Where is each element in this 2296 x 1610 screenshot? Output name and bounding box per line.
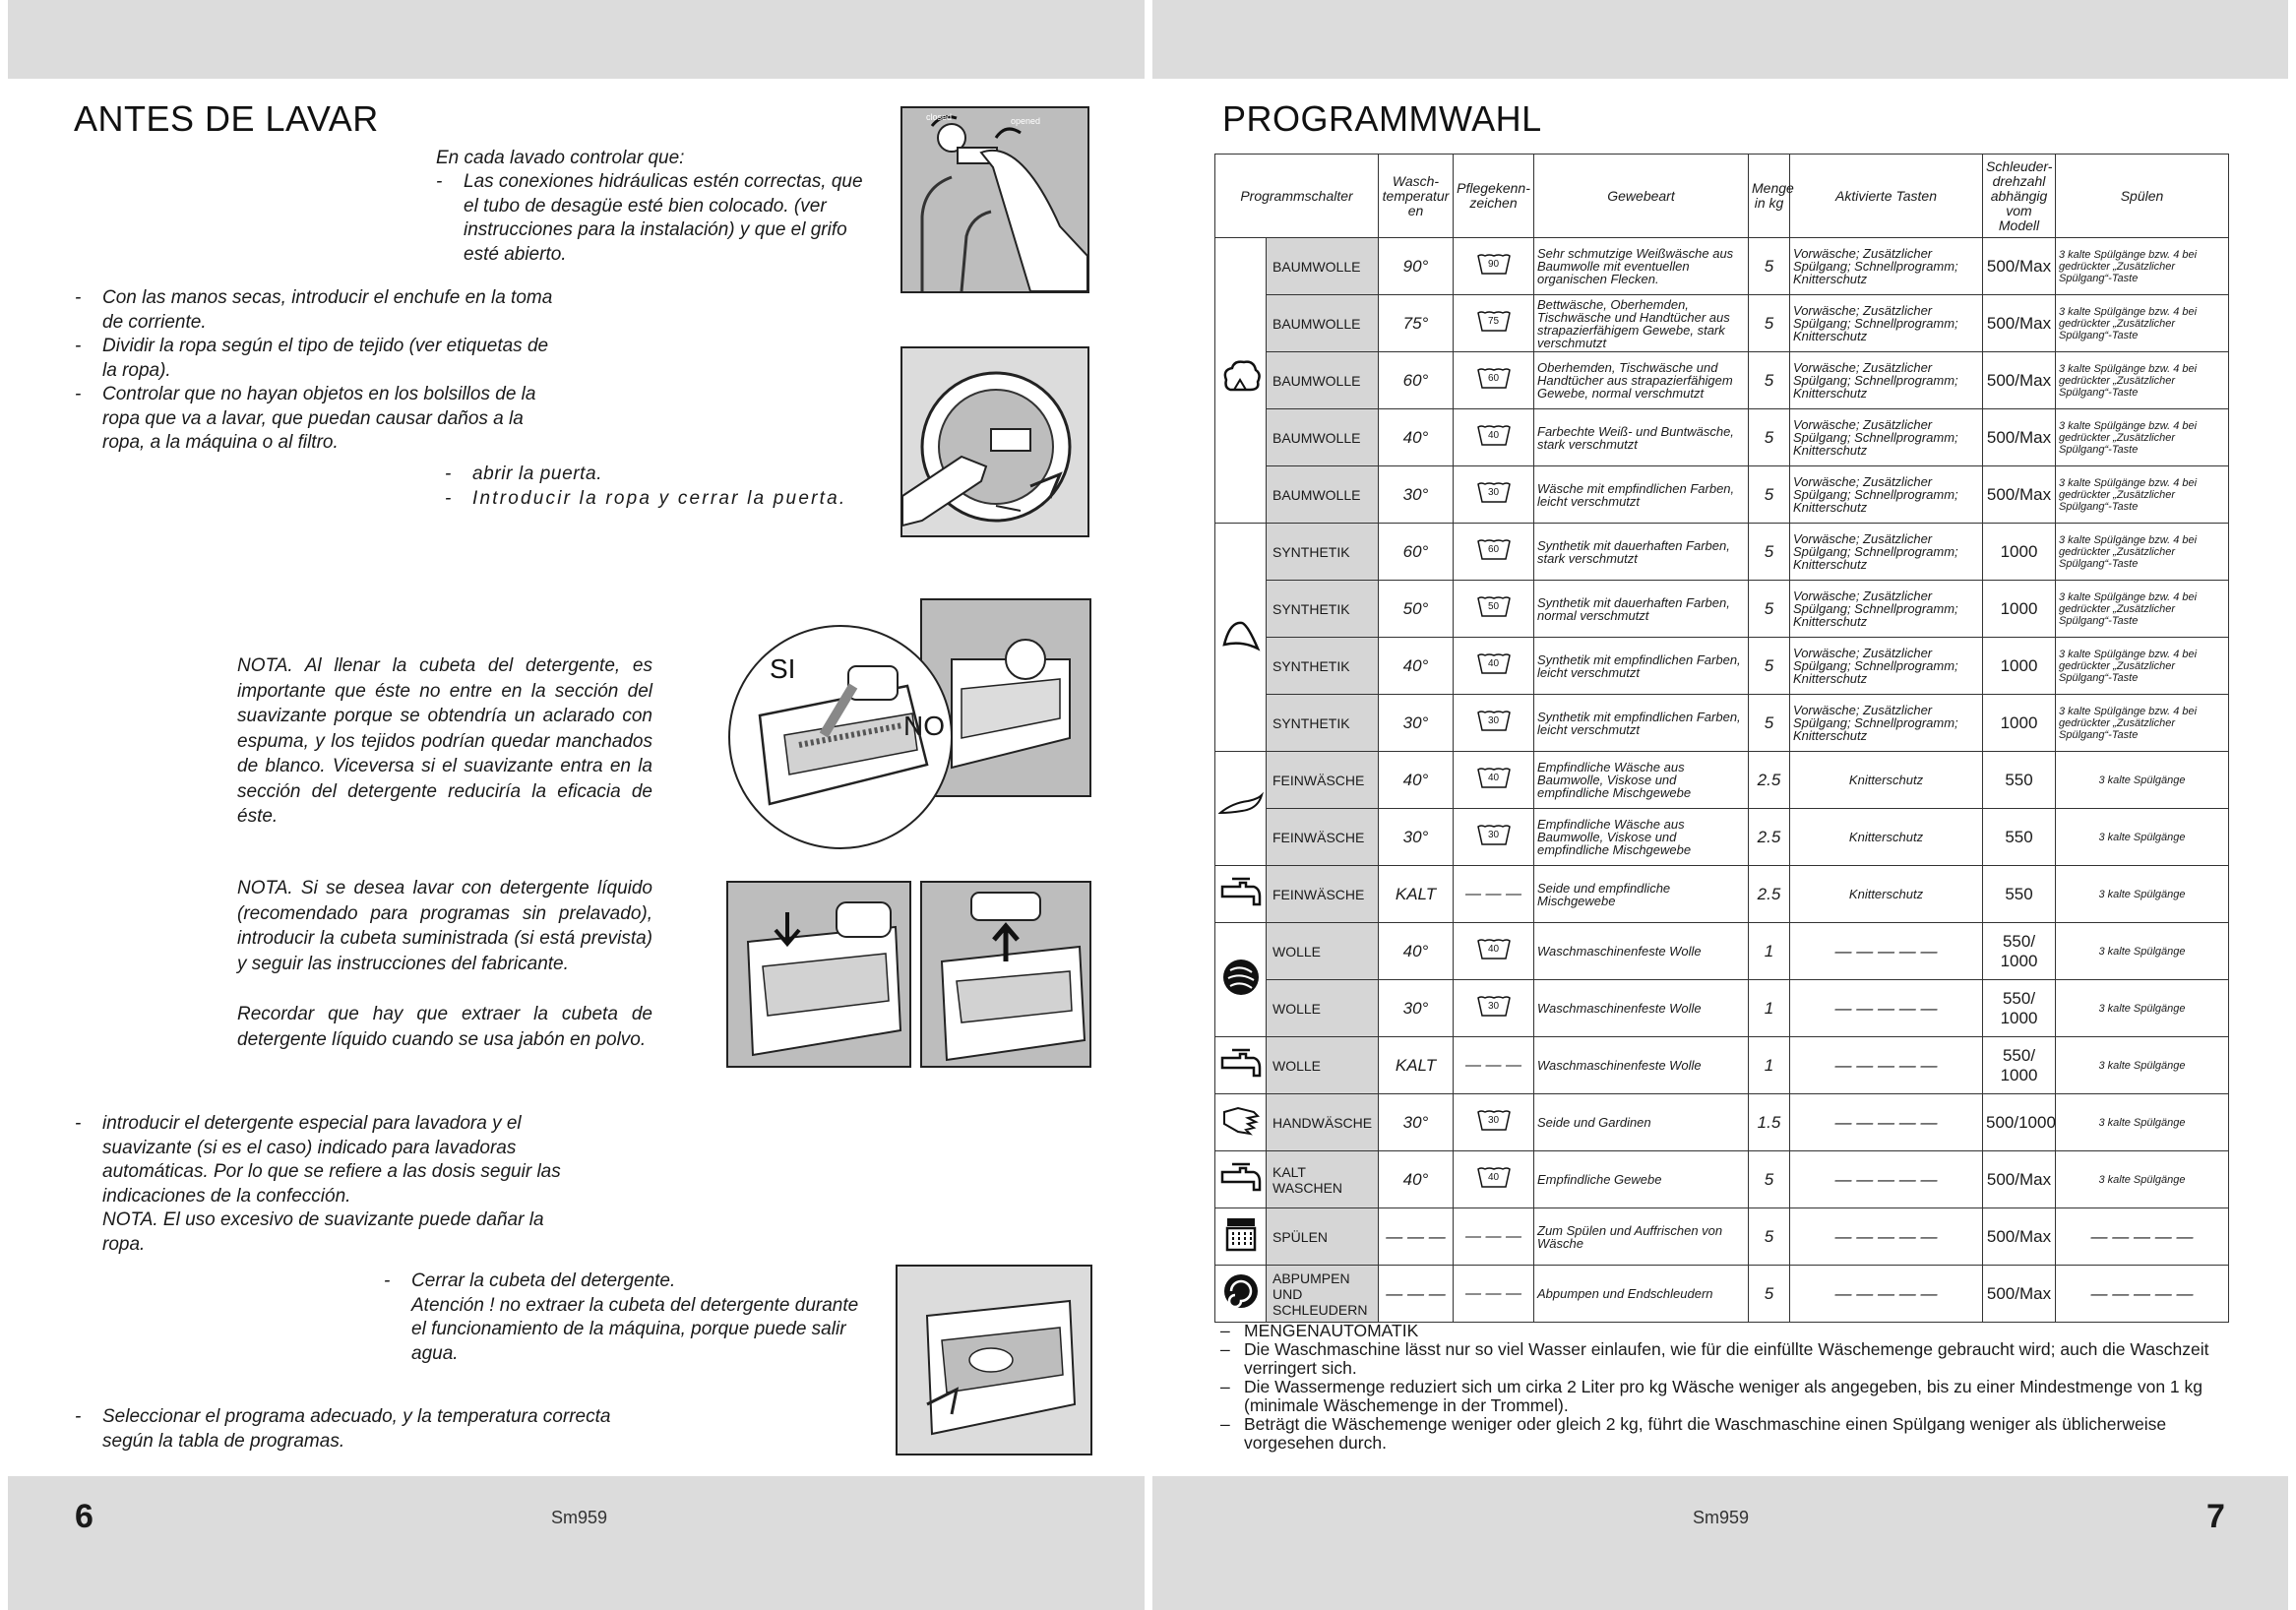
right-page-title: PROGRAMMWAHL bbox=[1222, 98, 1542, 139]
load-kg: 1 bbox=[1749, 1037, 1790, 1094]
load-kg: 5 bbox=[1749, 524, 1790, 581]
care-symbol bbox=[1454, 695, 1534, 752]
program-group bbox=[1215, 752, 1267, 866]
nota-liquid: NOTA. Si se desea lavar con detergente líquido (recomendado para programas sin prelavado), introducir la cubeta suministrada (si está prevista) y seguir las instrucciones del fabricante. bbox=[237, 878, 652, 974]
spin-speed: 500/Max bbox=[1983, 295, 2056, 352]
wash-temp: 30° bbox=[1379, 1094, 1454, 1151]
header-spin: Schleuder-drehzahl abhängig vom Modell bbox=[1983, 155, 2056, 238]
care-wash-icon bbox=[1477, 424, 1511, 446]
rinse-info: 3 kalte Spülgänge bzw. 4 bei gedrückter „Zusätzlicher Spülgang“-Taste bbox=[2056, 238, 2229, 295]
program-group bbox=[1215, 923, 1267, 1037]
wash-temp: 30° bbox=[1379, 466, 1454, 524]
care-symbol-empty: — — — bbox=[1454, 1208, 1534, 1266]
care-wash-icon bbox=[1477, 652, 1511, 674]
active-options: Vorwäsche; Zusätzlicher Spülgang; Schnellprogramm; Knitterschutz bbox=[1790, 352, 1983, 409]
rinse-info: 3 kalte Spülgänge bzw. 4 bei gedrückter „Zusätzlicher Spülgang“-Taste bbox=[2056, 466, 2229, 524]
load-kg: 5 bbox=[1749, 238, 1790, 295]
note-item: – Die Wassermenge reduziert sich um cirka 2 Liter pro kg Wäsche weniger als angegeben, bis zu einer Mindestmenge von 1 kg (minimale Wäschemenge in der Trommel). bbox=[1220, 1378, 2234, 1415]
table-row bbox=[1215, 352, 2229, 409]
fabric-type: Empfindliche Wäsche aus Baumwolle, Viskose und empfindliche Mischgewebe bbox=[1534, 809, 1749, 866]
care-symbol bbox=[1454, 524, 1534, 581]
care-symbol bbox=[1454, 409, 1534, 466]
table-row bbox=[1215, 524, 2229, 581]
intro-text: En cada lavado controlar que: bbox=[436, 148, 685, 168]
handwash-icon bbox=[1220, 1125, 1262, 1142]
care-temp: 50 bbox=[1487, 601, 1500, 612]
spin-speed: 1000 bbox=[1983, 524, 2056, 581]
care-temp: 30 bbox=[1487, 715, 1500, 726]
rinse-info: 3 kalte Spülgänge bbox=[2056, 866, 2229, 923]
model-right: Sm959 bbox=[1693, 1508, 1750, 1527]
no-label: NO bbox=[903, 711, 945, 741]
care-wash-icon bbox=[1477, 1166, 1511, 1188]
active-options-empty: — — — — — bbox=[1790, 1151, 1983, 1208]
program-name: WOLLE bbox=[1267, 980, 1379, 1037]
care-symbol bbox=[1454, 809, 1534, 866]
si-label: SI bbox=[770, 653, 796, 684]
program-table bbox=[1214, 154, 2229, 1323]
rinse-info: 3 kalte Spülgänge bzw. 4 bei gedrückter „Zusätzlicher Spülgang“-Taste bbox=[2056, 524, 2229, 581]
program-name: FEINWÄSCHE bbox=[1267, 752, 1379, 809]
wash-temp: 40° bbox=[1379, 638, 1454, 695]
care-temp: 30 bbox=[1487, 487, 1500, 498]
care-temp: 30 bbox=[1487, 1115, 1500, 1126]
program-name: WOLLE bbox=[1267, 923, 1379, 980]
rinse-info: 3 kalte Spülgänge bbox=[2056, 752, 2229, 809]
program-name: BAUMWOLLE bbox=[1267, 409, 1379, 466]
door-item: - Introducir la ropa y cerrar la puerta. bbox=[445, 487, 888, 512]
program-name: BAUMWOLLE bbox=[1267, 352, 1379, 409]
care-symbol bbox=[1454, 980, 1534, 1037]
care-temp: 40 bbox=[1487, 944, 1500, 955]
spin-speed: 500/Max bbox=[1983, 409, 2056, 466]
load-kg: 5 bbox=[1749, 1208, 1790, 1266]
care-symbol bbox=[1454, 1094, 1534, 1151]
spin-speed: 500/Max bbox=[1983, 238, 2056, 295]
liquid-insert-drawing bbox=[728, 883, 909, 1066]
program-name: BAUMWOLLE bbox=[1267, 238, 1379, 295]
spin-speed: 1000 bbox=[1983, 695, 2056, 752]
table-row bbox=[1215, 866, 2229, 923]
door-item: - abrir la puerta. bbox=[445, 463, 888, 487]
delicate-icon bbox=[1218, 808, 1264, 825]
rinse-info: 3 kalte Spülgänge bbox=[2056, 1037, 2229, 1094]
program-name: WOLLE bbox=[1267, 1037, 1379, 1094]
opened-label: opened bbox=[1011, 116, 1041, 126]
spin-speed: 500/Max bbox=[1983, 352, 2056, 409]
wash-temp: 75° bbox=[1379, 295, 1454, 352]
care-wash-icon bbox=[1477, 310, 1511, 332]
load-kg: 2.5 bbox=[1749, 866, 1790, 923]
table-row bbox=[1215, 466, 2229, 524]
care-temp: 40 bbox=[1487, 773, 1500, 783]
fabric-type: Wäsche mit empfindlichen Farben, leicht verschmutzt bbox=[1534, 466, 1749, 524]
table-row bbox=[1215, 238, 2229, 295]
program-group bbox=[1215, 1266, 1267, 1323]
rinse-info: 3 kalte Spülgänge bzw. 4 bei gedrückter „Zusätzlicher Spülgang“-Taste bbox=[2056, 695, 2229, 752]
care-symbol-empty: — — — bbox=[1454, 1266, 1534, 1323]
care-temp: 30 bbox=[1487, 830, 1500, 840]
fabric-type: Sehr schmutzige Weißwäsche aus Baumwolle mit eventuellen organischen Flecken. bbox=[1534, 238, 1749, 295]
spin-speed: 500/1000 bbox=[1983, 1094, 2056, 1151]
care-wash-icon bbox=[1477, 253, 1511, 275]
load-kg: 5 bbox=[1749, 466, 1790, 524]
wash-temp: 30° bbox=[1379, 809, 1454, 866]
active-options-empty: — — — — — bbox=[1790, 1208, 1983, 1266]
active-options: Vorwäsche; Zusätzlicher Spülgang; Schnellprogramm; Knitterschutz bbox=[1790, 409, 1983, 466]
fabric-type: Waschmaschinenfeste Wolle bbox=[1534, 980, 1749, 1037]
program-name: SYNTHETIK bbox=[1267, 638, 1379, 695]
care-temp: 30 bbox=[1487, 1001, 1500, 1012]
program-name: FEINWÄSCHE bbox=[1267, 809, 1379, 866]
rinse-info-empty: — — — — — bbox=[2056, 1208, 2229, 1266]
active-options-empty: — — — — — bbox=[1790, 980, 1983, 1037]
rinse-info: 3 kalte Spülgänge bzw. 4 bei gedrückter „Zusätzlicher Spülgang“-Taste bbox=[2056, 409, 2229, 466]
active-options: Vorwäsche; Zusätzlicher Spülgang; Schnellprogramm; Knitterschutz bbox=[1790, 638, 1983, 695]
active-options-empty: — — — — — bbox=[1790, 1094, 1983, 1151]
prep-item: - Con las manos secas, introducir el enchufe en la toma de corriente. bbox=[75, 286, 563, 335]
table-row bbox=[1215, 638, 2229, 695]
fabric-type: Abpumpen und Endschleudern bbox=[1534, 1266, 1749, 1323]
cold-tap-icon bbox=[1220, 1067, 1262, 1084]
care-symbol bbox=[1454, 295, 1534, 352]
load-kg: 5 bbox=[1749, 409, 1790, 466]
care-symbol bbox=[1454, 923, 1534, 980]
active-options: Knitterschutz bbox=[1790, 809, 1983, 866]
nota-detergent: NOTA. Al llenar la cubeta del detergente, es importante que éste no entre en la sección del suavizante porque se obtendría un aclarado con espuma, y los tejidos podrían quedar manchados de blanco. Viceversa si el suavizante entra en la sección del detergente reduciría la eficacia de éste. bbox=[237, 655, 652, 827]
note-item: – Beträgt die Wäschemenge weniger oder gleich 2 kg, führt die Waschmaschine einen Spülgang weniger als üblicherweise vorgesehen durch. bbox=[1220, 1415, 2234, 1453]
select-item: - Seleccionar el programa adecuado, y la temperatura correcta según la tabla de programas. bbox=[75, 1405, 665, 1454]
program-name: SYNTHETIK bbox=[1267, 524, 1379, 581]
wash-temp: 30° bbox=[1379, 980, 1454, 1037]
care-temp: 60 bbox=[1487, 373, 1500, 384]
wash-temp: 40° bbox=[1379, 752, 1454, 809]
wash-temp: 30° bbox=[1379, 695, 1454, 752]
program-name: KALT WASCHEN bbox=[1267, 1151, 1379, 1208]
spin-speed: 500/Max bbox=[1983, 466, 2056, 524]
active-options: Vorwäsche; Zusätzlicher Spülgang; Schnellprogramm; Knitterschutz bbox=[1790, 581, 1983, 638]
intro-item: - Las conexiones hidráulicas estén correctas, que el tubo de desagüe esté bien colocado. (ver instrucciones para la instalación) y que el grifo esté abierto. bbox=[436, 170, 869, 267]
table-row bbox=[1215, 980, 2229, 1037]
load-kg: 1 bbox=[1749, 923, 1790, 980]
fabric-type: Farbechte Weiß- und Buntwäsche, stark verschmutzt bbox=[1534, 409, 1749, 466]
active-options: Vorwäsche; Zusätzlicher Spülgang; Schnellprogramm; Knitterschutz bbox=[1790, 238, 1983, 295]
rinse-info: 3 kalte Spülgänge bzw. 4 bei gedrückter „Zusätzlicher Spülgang“-Taste bbox=[2056, 638, 2229, 695]
care-temp: 40 bbox=[1487, 1172, 1500, 1183]
fabric-type: Seide und Gardinen bbox=[1534, 1094, 1749, 1151]
rinse-icon bbox=[1223, 1241, 1259, 1258]
illustration-liquid-insert bbox=[726, 881, 911, 1068]
active-options-empty: — — — — — bbox=[1790, 923, 1983, 980]
door-drawing bbox=[902, 348, 1087, 535]
spin-speed: 550/ 1000 bbox=[1983, 923, 2056, 980]
page-number-right: 7 bbox=[2206, 1498, 2225, 1535]
wool-icon bbox=[1220, 985, 1262, 1002]
header-kg: Menge in kg bbox=[1749, 155, 1790, 238]
rinse-info: 3 kalte Spülgänge bbox=[2056, 980, 2229, 1037]
table-header-row bbox=[1215, 155, 2229, 238]
notes-title-text: MENGENAUTOMATIK bbox=[1244, 1321, 1419, 1340]
care-temp: 40 bbox=[1487, 430, 1500, 441]
wash-temp-empty: — — — bbox=[1379, 1266, 1454, 1323]
load-kg: 5 bbox=[1749, 352, 1790, 409]
program-name: SPÜLEN bbox=[1267, 1208, 1379, 1266]
right-margin bbox=[2288, 0, 2296, 1610]
nota-liquid-reminder: Recordar que hay que extraer la cubeta de detergente líquido cuando se usa jabón en polvo. bbox=[237, 1004, 652, 1050]
table-row bbox=[1215, 1094, 2229, 1151]
wash-temp-empty: — — — bbox=[1379, 1208, 1454, 1266]
spin-icon bbox=[1221, 1298, 1261, 1315]
load-kg: 2.5 bbox=[1749, 752, 1790, 809]
wash-temp: 40° bbox=[1379, 409, 1454, 466]
left-page-title: ANTES DE LAVAR bbox=[74, 98, 379, 139]
detergent-text: introducir el detergente especial para lavadora y el suavizante (si es el caso) indicado para lavadoras automáticas. Por lo que se refiere a las dosis seguir las indicaciones de la confección. bbox=[102, 1113, 561, 1207]
fabric-type: Seide und empfindliche Mischgewebe bbox=[1534, 866, 1749, 923]
wash-temp: 60° bbox=[1379, 352, 1454, 409]
header-options: Aktivierte Tasten bbox=[1790, 155, 1983, 238]
header-care: Pflegekenn-zeichen bbox=[1454, 155, 1534, 238]
remove-insert-drawing bbox=[922, 883, 1089, 1066]
table-row bbox=[1215, 295, 2229, 352]
spin-speed: 1000 bbox=[1983, 581, 2056, 638]
notes-list bbox=[1220, 1340, 2234, 1453]
fabric-type: Synthetik mit dauerhaften Farben, normal verschmutzt bbox=[1534, 581, 1749, 638]
illustration-close-drawer bbox=[896, 1265, 1092, 1455]
rinse-info: 3 kalte Spülgänge bzw. 4 bei gedrückter „Zusätzlicher Spülgang“-Taste bbox=[2056, 352, 2229, 409]
close-item bbox=[384, 1269, 876, 1366]
close-text: Cerrar la cubeta del detergente. bbox=[411, 1270, 676, 1291]
program-name: HANDWÄSCHE bbox=[1267, 1094, 1379, 1151]
active-options: Vorwäsche; Zusätzlicher Spülgang; Schnellprogramm; Knitterschutz bbox=[1790, 295, 1983, 352]
care-symbol bbox=[1454, 466, 1534, 524]
fabric-type: Zum Spülen und Auffrischen von Wäsche bbox=[1534, 1208, 1749, 1266]
program-group bbox=[1215, 1208, 1267, 1266]
program-name: ABPUMPEN UND SCHLEUDERN bbox=[1267, 1266, 1379, 1323]
rinse-info: 3 kalte Spülgänge bzw. 4 bei gedrückter „Zusätzlicher Spülgang“-Taste bbox=[2056, 581, 2229, 638]
spin-speed: 500/Max bbox=[1983, 1208, 2056, 1266]
cold-tap-icon bbox=[1220, 896, 1262, 912]
care-wash-icon bbox=[1477, 710, 1511, 731]
care-symbol-empty: — — — bbox=[1454, 866, 1534, 923]
header-program: Programmschalter bbox=[1215, 155, 1379, 238]
intro-list bbox=[436, 170, 869, 267]
illustration-open-door bbox=[900, 346, 1089, 537]
care-symbol bbox=[1454, 1151, 1534, 1208]
prep-item: - Dividir la ropa según el tipo de tejido (ver etiquetas de la ropa). bbox=[75, 335, 563, 383]
care-wash-icon bbox=[1477, 1109, 1511, 1131]
table-row bbox=[1215, 809, 2229, 866]
fabric-type: Oberhemden, Tischwäsche und Handtücher aus strapazierfähigem Gewebe, normal verschmutzt bbox=[1534, 352, 1749, 409]
rinse-info: 3 kalte Spülgänge bbox=[2056, 809, 2229, 866]
tap-drawing bbox=[902, 108, 1087, 291]
program-group bbox=[1215, 524, 1267, 752]
load-kg: 2.5 bbox=[1749, 809, 1790, 866]
table-row bbox=[1215, 409, 2229, 466]
wash-temp: 50° bbox=[1379, 581, 1454, 638]
program-group bbox=[1215, 1094, 1267, 1151]
care-symbol bbox=[1454, 638, 1534, 695]
spin-speed: 500/Max bbox=[1983, 1151, 2056, 1208]
cold-tap-icon bbox=[1220, 1181, 1262, 1198]
table-row bbox=[1215, 923, 2229, 980]
fabric-type: Empfindliche Gewebe bbox=[1534, 1151, 1749, 1208]
fabric-type: Empfindliche Wäsche aus Baumwolle, Viskose und empfindliche Mischgewebe bbox=[1534, 752, 1749, 809]
wash-temp: 60° bbox=[1379, 524, 1454, 581]
care-wash-icon bbox=[1477, 995, 1511, 1017]
header-temp: Wasch-temperatur en bbox=[1379, 155, 1454, 238]
active-options: Knitterschutz bbox=[1790, 752, 1983, 809]
spin-speed: 550 bbox=[1983, 752, 2056, 809]
care-temp: 90 bbox=[1487, 259, 1500, 270]
table-row bbox=[1215, 1266, 2229, 1323]
program-name: SYNTHETIK bbox=[1267, 581, 1379, 638]
left-margin bbox=[0, 0, 8, 1610]
cotton-icon bbox=[1220, 385, 1262, 402]
fabric-type: Bettwäsche, Oberhemden, Tischwäsche und Handtücher aus strapazierfähigem Gewebe, stark verschmutzt bbox=[1534, 295, 1749, 352]
rinse-info: 3 kalte Spülgänge bbox=[2056, 923, 2229, 980]
care-wash-icon bbox=[1477, 367, 1511, 389]
illustration-water-tap bbox=[900, 106, 1089, 293]
program-group bbox=[1215, 238, 1267, 524]
care-wash-icon bbox=[1477, 767, 1511, 788]
attention-text: Atención ! no extraer la cubeta del detergente durante el funcionamiento de la máquina, porque puede salir agua. bbox=[411, 1294, 859, 1364]
fabric-type: Synthetik mit empfindlichen Farben, leicht verschmutzt bbox=[1534, 695, 1749, 752]
load-kg: 1.5 bbox=[1749, 1094, 1790, 1151]
illustration-remove-insert bbox=[920, 881, 1091, 1068]
care-wash-icon bbox=[1477, 481, 1511, 503]
wash-temp: 90° bbox=[1379, 238, 1454, 295]
detergent-item bbox=[75, 1112, 567, 1257]
synthetic-icon bbox=[1220, 642, 1262, 658]
spin-speed: 550 bbox=[1983, 866, 2056, 923]
fabric-type: Synthetik mit dauerhaften Farben, stark verschmutzt bbox=[1534, 524, 1749, 581]
select-list bbox=[75, 1405, 665, 1454]
rinse-info: 3 kalte Spülgänge bbox=[2056, 1094, 2229, 1151]
softener-nota: NOTA. El uso excesivo de suavizante puede dañar la ropa. bbox=[102, 1209, 544, 1255]
fabric-type: Synthetik mit empfindlichen Farben, leicht verschmutzt bbox=[1534, 638, 1749, 695]
care-symbol bbox=[1454, 752, 1534, 809]
detergent-list bbox=[75, 1112, 567, 1257]
care-wash-icon bbox=[1477, 824, 1511, 845]
load-kg: 5 bbox=[1749, 695, 1790, 752]
spin-speed: 1000 bbox=[1983, 638, 2056, 695]
table-row bbox=[1215, 1037, 2229, 1094]
care-symbol bbox=[1454, 352, 1534, 409]
load-kg: 5 bbox=[1749, 638, 1790, 695]
care-temp: 60 bbox=[1487, 544, 1500, 555]
spin-speed: 550/ 1000 bbox=[1983, 1037, 2056, 1094]
wash-temp: KALT bbox=[1379, 866, 1454, 923]
care-temp: 40 bbox=[1487, 658, 1500, 669]
page-number-left: 6 bbox=[75, 1498, 93, 1535]
active-options-empty: — — — — — bbox=[1790, 1266, 1983, 1323]
program-group bbox=[1215, 1037, 1267, 1094]
load-kg: 5 bbox=[1749, 1151, 1790, 1208]
load-kg: 5 bbox=[1749, 1266, 1790, 1323]
spin-speed: 550/ 1000 bbox=[1983, 980, 2056, 1037]
active-options: Vorwäsche; Zusätzlicher Spülgang; Schnellprogramm; Knitterschutz bbox=[1790, 466, 1983, 524]
prep-list bbox=[75, 286, 563, 456]
rinse-info: 3 kalte Spülgänge bzw. 4 bei gedrückter „Zusätzlicher Spülgang“-Taste bbox=[2056, 295, 2229, 352]
table-row bbox=[1215, 1151, 2229, 1208]
table-body bbox=[1215, 238, 2229, 1323]
program-name: BAUMWOLLE bbox=[1267, 466, 1379, 524]
model-left: Sm959 bbox=[551, 1508, 608, 1527]
program-name: BAUMWOLLE bbox=[1267, 295, 1379, 352]
table-row bbox=[1215, 581, 2229, 638]
care-wash-icon bbox=[1477, 595, 1511, 617]
notes-title: – MENGENAUTOMATIK bbox=[1220, 1321, 1419, 1340]
program-name: FEINWÄSCHE bbox=[1267, 866, 1379, 923]
rinse-info-empty: — — — — — bbox=[2056, 1266, 2229, 1323]
note-item: – Die Waschmaschine lässt nur so viel Wasser einlaufen, wie für die einfüllte Wäschemenge gebraucht wird; auch die Waschzeit verringert sich. bbox=[1220, 1340, 2234, 1378]
care-wash-icon bbox=[1477, 938, 1511, 960]
door-list bbox=[445, 463, 888, 511]
table-row bbox=[1215, 695, 2229, 752]
fabric-type: Waschmaschinenfeste Wolle bbox=[1534, 923, 1749, 980]
header-fabric: Gewebeart bbox=[1534, 155, 1749, 238]
spin-speed: 500/Max bbox=[1983, 1266, 2056, 1323]
spin-speed: 550 bbox=[1983, 809, 2056, 866]
prep-item: - Controlar que no hayan objetos en los bolsillos de la ropa que va a lavar, que puedan causar daños a la ropa, a la máquina o al filtro. bbox=[75, 383, 563, 456]
wash-temp: 40° bbox=[1379, 923, 1454, 980]
wash-temp: 40° bbox=[1379, 1151, 1454, 1208]
program-group bbox=[1215, 866, 1267, 923]
page-gutter-bottom bbox=[1145, 1476, 1152, 1610]
close-drawer-drawing bbox=[898, 1267, 1090, 1454]
load-kg: 5 bbox=[1749, 581, 1790, 638]
rinse-info: 3 kalte Spülgänge bbox=[2056, 1151, 2229, 1208]
table-row bbox=[1215, 1208, 2229, 1266]
header-rinse: Spülen bbox=[2056, 155, 2229, 238]
fabric-type: Waschmaschinenfeste Wolle bbox=[1534, 1037, 1749, 1094]
care-symbol bbox=[1454, 238, 1534, 295]
active-options: Knitterschutz bbox=[1790, 866, 1983, 923]
active-options: Vorwäsche; Zusätzlicher Spülgang; Schnellprogramm; Knitterschutz bbox=[1790, 695, 1983, 752]
care-temp: 75 bbox=[1487, 316, 1500, 327]
table-row bbox=[1215, 752, 2229, 809]
page-gutter-top bbox=[1145, 0, 1152, 79]
care-symbol bbox=[1454, 581, 1534, 638]
load-kg: 1 bbox=[1749, 980, 1790, 1037]
load-kg: 5 bbox=[1749, 295, 1790, 352]
program-name: SYNTHETIK bbox=[1267, 695, 1379, 752]
care-symbol-empty: — — — bbox=[1454, 1037, 1534, 1094]
active-options: Vorwäsche; Zusätzlicher Spülgang; Schnellprogramm; Knitterschutz bbox=[1790, 524, 1983, 581]
close-list bbox=[384, 1269, 876, 1366]
wash-temp: KALT bbox=[1379, 1037, 1454, 1094]
closed-label: closed bbox=[926, 112, 953, 122]
active-options-empty: — — — — — bbox=[1790, 1037, 1983, 1094]
care-wash-icon bbox=[1477, 538, 1511, 560]
program-group bbox=[1215, 1151, 1267, 1208]
